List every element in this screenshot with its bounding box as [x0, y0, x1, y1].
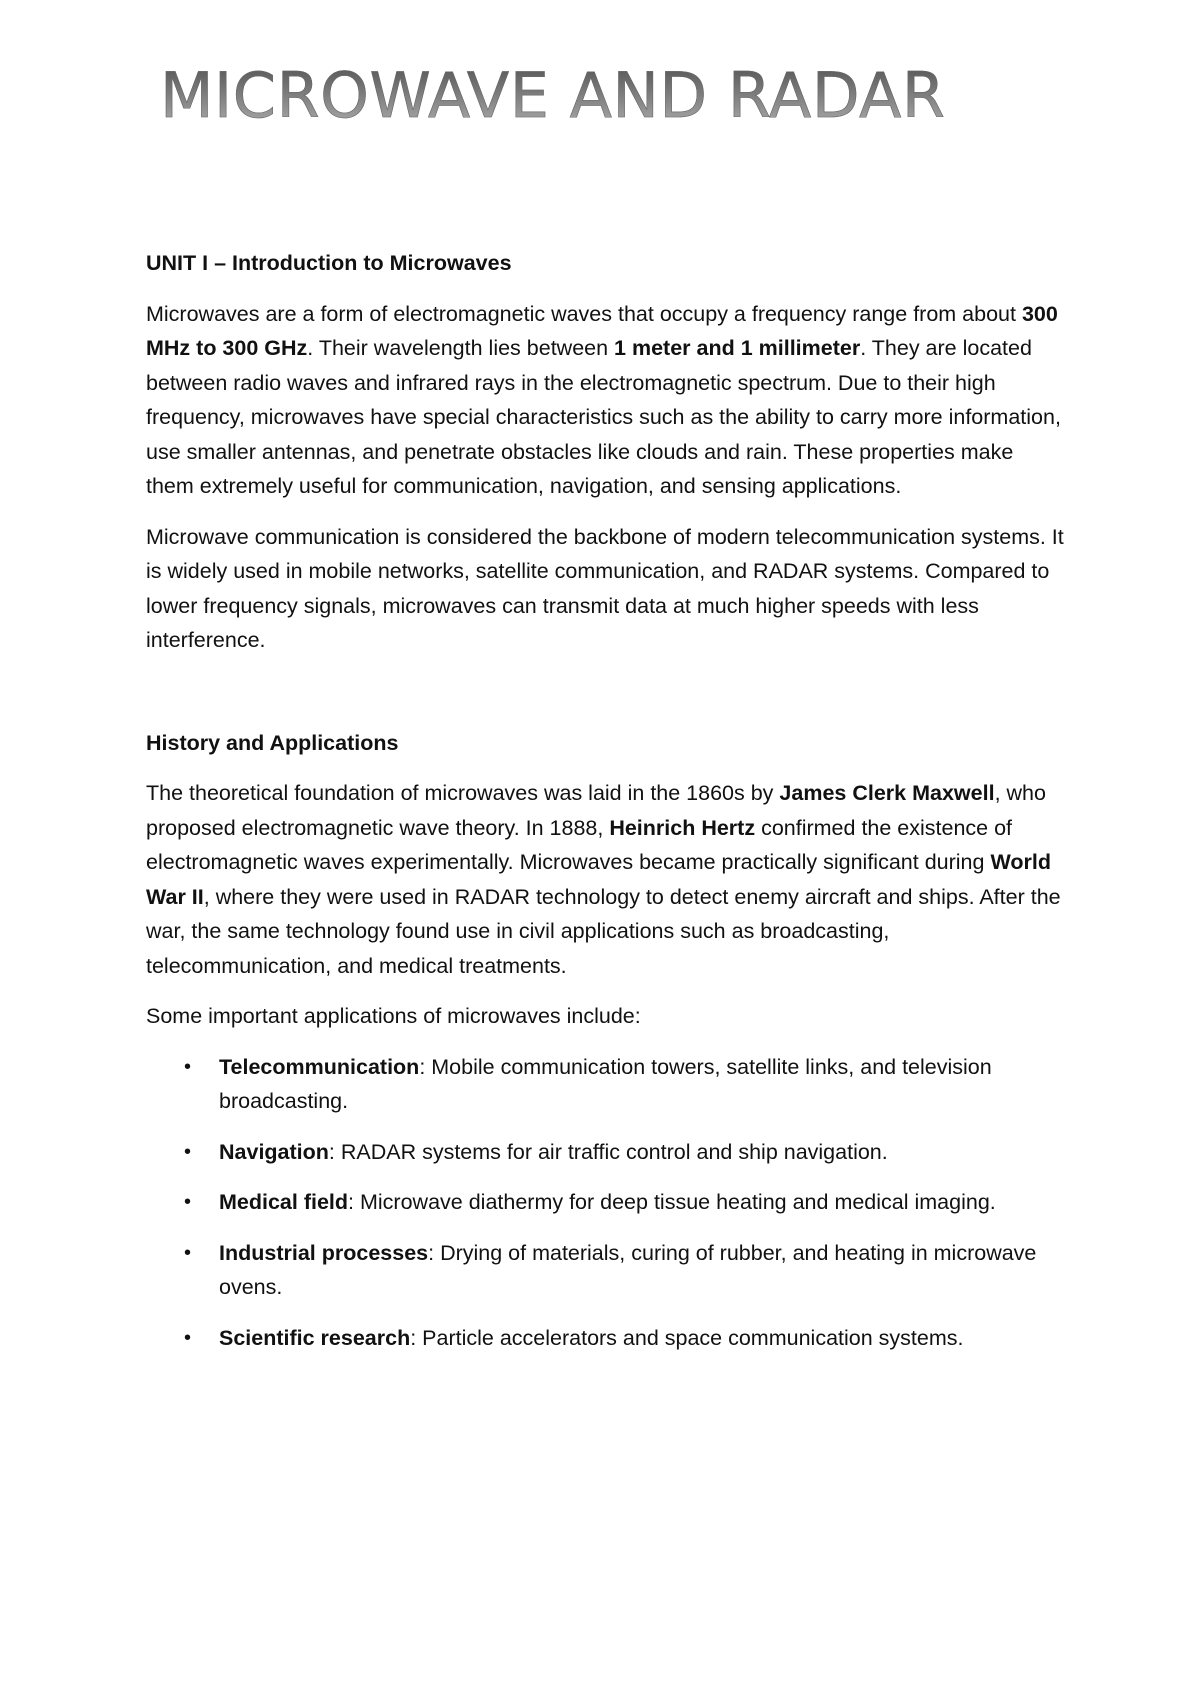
document-title: MICROWAVE AND RADAR	[160, 59, 946, 132]
bold-frequency-range: 300 MHz to 300 GHz	[146, 301, 1058, 360]
text-run: , who proposed electromagnetic wave theory. In 1888,	[146, 781, 1046, 840]
unit1-heading: UNIT I – Introduction to Microwaves	[146, 251, 512, 275]
unit1-paragraph-2: Microwave communication is considered the backbone of modern telecommunication systems. It is widely used in mobile networks, satellite communication, and RADAR systems. Compared to lower frequency signals, microwaves can transmit data at much higher speeds with less interference.	[146, 524, 1064, 652]
bullet-icon: •	[184, 1241, 192, 1264]
list-item	[146, 1185, 1066, 1220]
list-item-term: Telecommunication	[219, 1054, 420, 1079]
list-item-desc: : Microwave diathermy for deep tissue heating and medical imaging.	[348, 1190, 996, 1214]
list-item	[146, 1236, 1066, 1305]
section-spacer	[146, 674, 1066, 726]
document-body	[146, 246, 1066, 1371]
applications-intro: Some important applications of microwaves include:	[146, 1004, 641, 1028]
history-heading: History and Applications	[146, 730, 399, 755]
text-run: The theoretical foundation of microwaves was laid in the 1860s by	[146, 781, 780, 805]
list-item-desc: : Drying of materials, curing of rubber, and heating in microwave ovens.	[219, 1240, 1037, 1299]
text-run: confirmed the existence of electromagnetic waves experimentally. Microwaves became practically significant during	[146, 815, 1013, 874]
list-item-term: Navigation	[219, 1139, 329, 1164]
list-item	[146, 1050, 1066, 1119]
list-item	[146, 1321, 1066, 1356]
bold-world-war-ii: World War II	[146, 850, 1051, 909]
text-run: . Their wavelength lies between	[307, 336, 615, 360]
history-paragraph-1	[146, 776, 1066, 983]
list-item-desc: : Particle accelerators and space communication systems.	[410, 1325, 964, 1350]
list-item	[146, 1135, 1066, 1170]
list-item-desc: : RADAR systems for air traffic control and ship navigation.	[328, 1139, 888, 1164]
unit1-paragraph-1	[146, 297, 1066, 504]
bullet-icon: •	[184, 1055, 192, 1078]
bullet-icon: •	[184, 1326, 192, 1349]
bullet-icon: •	[184, 1140, 192, 1163]
bold-wavelength-range: 1 meter and 1 millimeter	[614, 336, 861, 360]
text-run: . They are located between radio waves and infrared rays in the electromagnetic spectrum. Due to their high frequency, microwaves have special characteristics such as the ability to carry more information, use smaller antennas, and penetrate obstacles like clouds and rain. These properties make them extremely useful for communication, navigation, and sensing applications.	[146, 336, 1061, 498]
list-item-term: Industrial processes	[219, 1240, 429, 1265]
text-run: , where they were used in RADAR technology to detect enemy aircraft and ships. After the war, the same technology found use in civil applications such as broadcasting, telecommunication, and medical treatments.	[146, 884, 1061, 978]
applications-list	[146, 1050, 1066, 1356]
bold-maxwell: James Clerk Maxwell	[779, 781, 995, 805]
list-item-term: Medical field	[219, 1190, 349, 1214]
list-item-desc: : Mobile communication towers, satellite links, and television broadcasting.	[219, 1054, 992, 1113]
bold-hertz: Heinrich Hertz	[609, 815, 756, 840]
text-run: Microwaves are a form of electromagnetic waves that occupy a frequency range from about	[146, 301, 1022, 326]
bullet-icon: •	[184, 1191, 192, 1213]
list-item-term: Scientific research	[219, 1325, 411, 1350]
